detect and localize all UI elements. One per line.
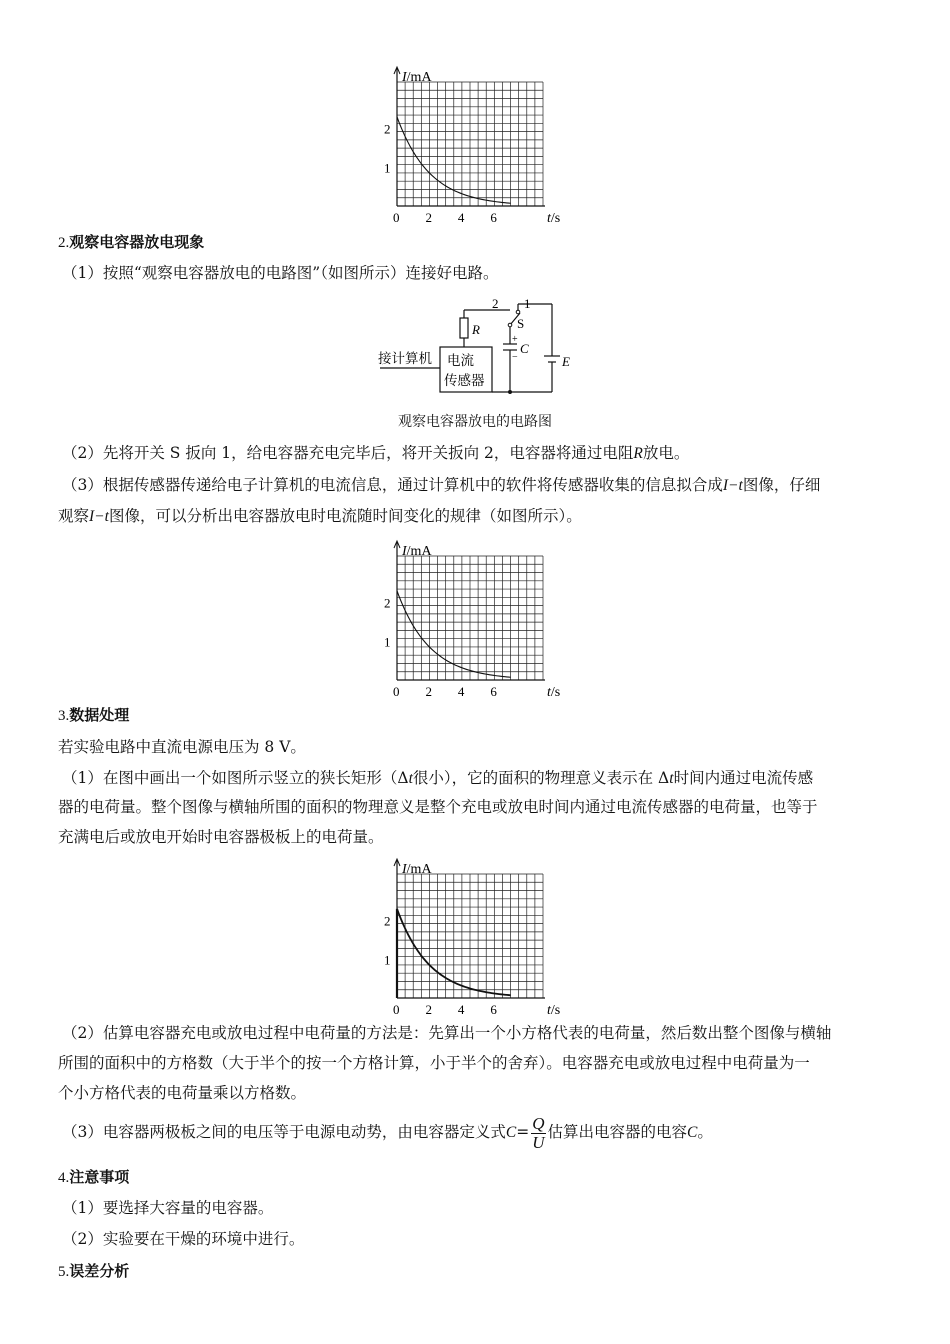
- sensor-label-2: 传感器: [444, 373, 485, 388]
- resistor-label: R: [472, 322, 480, 337]
- section-5-heading: 5.误差分析: [58, 1262, 130, 1280]
- section-3-intro: 若实验电路中直流电源电压为 8 V。: [58, 738, 306, 756]
- section-2-step-1: （1）按照“观察电容器放电的电路图”（如图所示）连接好电路。: [62, 264, 499, 282]
- current-time-graph-1: [370, 58, 580, 224]
- y-axis-label: I/mA: [402, 544, 432, 559]
- x-tick-label: 6: [490, 684, 497, 698]
- switch-label: S: [517, 316, 525, 331]
- x-tick-label: 6: [490, 210, 497, 224]
- section-3-step-1-line-1: （1）在图中画出一个如图所示竖立的狭长矩形（Δt很小），它的面积的物理意义表示在 Δt时间内通过电流传感: [62, 769, 814, 787]
- section-2-step-3-line-1: （3）根据传感器传递给电子计算机的电流信息，通过计算机中的软件将传感器收集的信息拟合成I−t图像，仔细: [62, 476, 821, 494]
- x-tick-label: 4: [457, 684, 465, 698]
- y-tick-label: 2: [384, 595, 391, 611]
- grid: [397, 82, 543, 206]
- section-2-step-2: （2）先将开关 S 扳向 1，给电容器充电完毕后，将开关扳向 2，电容器将通过电阻R放电。: [62, 444, 690, 462]
- section-3-step-2-line-3: 个小方格代表的电荷量乘以方格数。: [58, 1084, 307, 1102]
- section-3-step-3: （3）电容器两极板之间的电压等于电源电动势，由电容器定义式C= $\frac{Q}{U}$ 估算出电容器的电容C。: [62, 1113, 713, 1152]
- section-4-heading: 4.注意事项: [58, 1168, 130, 1186]
- x-axis-label: t/s: [547, 1003, 561, 1016]
- x-tick-label: 0: [393, 210, 400, 224]
- section-3-step-2-line-1: （2）估算电容器充电或放电过程中电荷量的方法是：先算出一个小方格代表的电荷量，然后数出整个图像与横轴: [62, 1024, 832, 1042]
- section-3-heading: 3.数据处理: [58, 706, 130, 724]
- section-3-step-2-line-2: 所围的面积中的方格数（大于半个的按一个方格计算，小于半个的舍弃）。电容器充电或放电过程中电荷量为一: [58, 1054, 810, 1072]
- plus-sign: +: [512, 334, 518, 345]
- current-time-graph-2: [370, 532, 580, 698]
- y-tick-label: 2: [384, 913, 391, 929]
- current-time-graph-3: [370, 850, 580, 1016]
- y-tick-label: 2: [384, 121, 391, 137]
- x-axis-label: t/s: [547, 685, 561, 698]
- x-tick-label: 4: [457, 1002, 465, 1016]
- sensor-label-1: 电流: [447, 353, 474, 368]
- section-2-heading: 2.观察电容器放电现象: [58, 233, 205, 251]
- section-2-step-3-line-2: 观察I−t图像，可以分析出电容器放电时电流随时间变化的规律（如图所示）。: [58, 507, 582, 525]
- contact-2-label: 2: [492, 296, 499, 311]
- minus-sign: −: [512, 352, 518, 363]
- y-axis-label: I/mA: [402, 862, 432, 877]
- x-tick-label: 0: [393, 684, 400, 698]
- circuit-caption: 观察电容器放电的电路图: [398, 414, 552, 430]
- grid: [397, 874, 543, 998]
- section-4-item-1: （1）要选择大容量的电容器。: [62, 1199, 274, 1217]
- x-tick-label: 2: [425, 684, 432, 698]
- section-3-step-1-line-2: 器的电荷量。整个图像与横轴所围的面积的物理意义是整个充电或放电时间内通过电流传感器的电荷量，也等于: [58, 798, 818, 816]
- battery-label: E: [562, 354, 570, 369]
- y-axis-label: I/mA: [402, 70, 432, 85]
- x-tick-label: 2: [425, 1002, 432, 1016]
- capacitance-formula-fraction: $\frac{Q}{U}$: [532, 1113, 545, 1152]
- grid: [397, 556, 543, 680]
- y-tick-label: 1: [384, 160, 391, 176]
- x-tick-label: 0: [393, 1002, 400, 1016]
- y-tick-label: 1: [384, 952, 391, 968]
- discharge-circuit-diagram: [372, 294, 582, 398]
- capacitor-label: C: [520, 341, 529, 356]
- x-tick-label: 4: [457, 210, 465, 224]
- y-tick-label: 1: [384, 634, 391, 650]
- section-4-item-2: （2）实验要在干燥的环境中进行。: [62, 1230, 305, 1248]
- contact-1-label: 1: [524, 296, 531, 311]
- x-axis-label: t/s: [547, 211, 561, 224]
- computer-label: 接计算机: [378, 351, 432, 366]
- x-tick-label: 6: [490, 1002, 497, 1016]
- section-3-step-1-line-3: 充满电后或放电开始时电容器极板上的电荷量。: [58, 828, 384, 846]
- x-tick-label: 2: [425, 210, 432, 224]
